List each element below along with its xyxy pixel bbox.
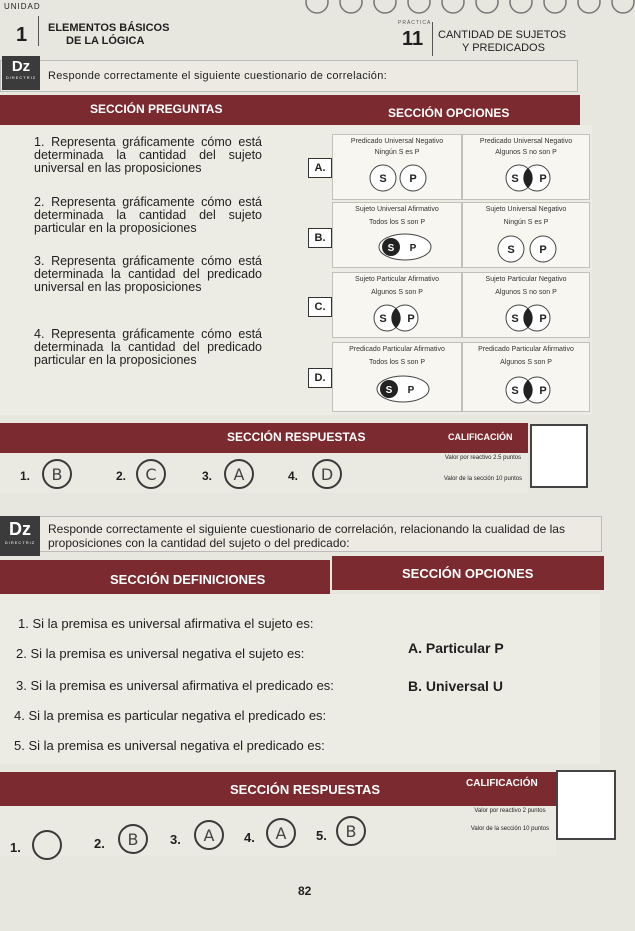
practice-divider <box>432 22 433 56</box>
question-2 <box>34 196 262 235</box>
answer2-5-circle[interactable] <box>336 816 366 846</box>
definition-2: 2. Si la premisa es universal negativa el sujeto es: <box>16 646 305 661</box>
venn-p-label: P <box>539 313 547 325</box>
venn-s-label: S <box>511 385 519 397</box>
answer2-3-value: A <box>203 825 215 845</box>
venn-overlap <box>369 303 425 333</box>
question-number: 3. <box>34 254 45 268</box>
venn-contained <box>369 233 435 263</box>
answer2-2-value: B <box>127 829 139 849</box>
option-title: Sujeto Particular Negativo <box>485 276 567 283</box>
grade-title: CALIFICACIÓN <box>448 432 513 442</box>
unit-title-line1: ELEMENTOS BÁSICOS <box>48 22 170 34</box>
option-subtitle: Algunos S son P <box>371 289 423 296</box>
answers-title: SECCIÓN RESPUESTAS <box>227 430 366 444</box>
definition-3: 3. Si la premisa es universal afirmativa el predicado es: <box>16 678 334 693</box>
option-subtitle: Ningún S es P <box>503 219 549 226</box>
answer2-2-circle[interactable] <box>118 824 148 854</box>
venn-p-label: P <box>539 385 547 397</box>
answer-2-circle[interactable] <box>136 459 166 489</box>
venn-p-label: P <box>409 243 417 254</box>
definition-5: 5. Si la premisa es universal negativa el predicado es: <box>14 738 325 753</box>
answer2-3-number: 3. <box>170 832 181 847</box>
value-per-item-2: Valor por reactivo 2 puntos <box>474 808 546 814</box>
question-text: Representa gráficamente cómo está determinada la cantidad del predicado particular en la proposiciones <box>34 327 262 367</box>
answer2-5-number: 5. <box>316 828 327 843</box>
dz-label: Dz <box>11 58 31 75</box>
answer-2-value: C <box>145 464 157 484</box>
dz-sublabel: DIRECTRIZ <box>4 540 36 545</box>
venn-s-label: S <box>379 313 387 325</box>
question-1 <box>34 136 262 175</box>
venn-contained <box>367 375 433 405</box>
grade-title-2: CALIFICACIÓN <box>466 778 538 789</box>
option-title: Sujeto Universal Negativo <box>485 206 567 213</box>
option-b-left <box>332 202 462 268</box>
page-number: 82 <box>298 884 312 898</box>
dz-label: Dz <box>9 519 31 539</box>
unit-label: UNIDAD <box>4 2 41 11</box>
option-a-left <box>332 134 462 200</box>
answer2-2-number: 2. <box>94 836 105 851</box>
practice-number: 11 <box>402 28 424 50</box>
answer-1-circle[interactable] <box>42 459 72 489</box>
answer2-3-circle[interactable] <box>194 820 224 850</box>
value-section-2: Valor de la sección 10 puntos <box>470 826 550 832</box>
unit-divider <box>38 16 39 46</box>
answer-2-number: 2. <box>116 469 127 483</box>
practice-label: PRÁCTICA <box>398 20 432 26</box>
unit-title-line2: DE LA LÓGICA <box>66 35 145 47</box>
question-text: Representa gráficamente cómo está determinada la cantidad del sujeto universal en las proposiciones <box>34 135 262 175</box>
answer-4-circle[interactable] <box>312 459 342 489</box>
dz-badge-2 <box>0 516 40 556</box>
grade-box[interactable] <box>530 424 588 488</box>
venn-p-label: P <box>407 385 415 396</box>
directive-text: Responde correctamente el siguiente cuestionario de correlación: <box>48 70 387 82</box>
question-number: 2. <box>34 195 45 209</box>
option-title: Predicado Universal Negativo <box>350 138 444 145</box>
practice-title-line2: Y PREDICADOS <box>462 42 545 54</box>
dz-badge <box>2 56 40 90</box>
answer2-4-value: A <box>275 823 287 843</box>
answer2-4-circle[interactable] <box>266 818 296 848</box>
value-section: Valor de la sección 10 puntos <box>443 476 523 482</box>
answer2-1-circle[interactable] <box>32 830 62 860</box>
option-subtitle: Algunos S son P <box>500 359 552 366</box>
venn-s-label: S <box>379 173 387 185</box>
answer2-4-number: 4. <box>244 830 255 845</box>
option-subtitle: Todos los S son P <box>368 359 426 366</box>
answer-1-number: 1. <box>20 469 31 483</box>
option-b-universal: B. Universal U <box>408 678 503 694</box>
venn-s-label: S <box>387 243 395 254</box>
option-a-right <box>462 134 590 200</box>
option-letter-d: D. <box>308 368 332 388</box>
option-a-particular: A. Particular P <box>408 640 504 656</box>
option-d-right <box>462 342 590 412</box>
value-per-item: Valor por reactivo 2.5 puntos <box>444 455 522 461</box>
option-d-left <box>332 342 462 412</box>
option-subtitle: Todos los S son P <box>368 219 426 226</box>
answer-3-value: A <box>233 464 245 484</box>
answer2-1-number: 1. <box>10 840 21 855</box>
section-options-title-2: SECCIÓN OPCIONES <box>402 566 534 581</box>
unit-number: 1 <box>16 24 28 46</box>
option-c-left <box>332 272 462 338</box>
header-circles <box>285 0 635 20</box>
option-subtitle: Ningún S es P <box>374 149 420 156</box>
question-3 <box>34 255 262 294</box>
answer-3-number: 3. <box>202 469 213 483</box>
definition-1: 1. Si la premisa es universal afirmativa el sujeto es: <box>18 616 314 631</box>
section-definitions-title: SECCIÓN DEFINICIONES <box>110 572 266 587</box>
practice-title-line1: CANTIDAD DE SUJETOS <box>438 29 567 41</box>
venn-s-label: S <box>511 313 519 325</box>
option-letter-c: C. <box>308 297 332 317</box>
venn-p-label: P <box>407 313 415 325</box>
option-title: Predicado Particular Afirmativo <box>478 346 574 353</box>
option-title: Sujeto Universal Afirmativo <box>355 206 439 213</box>
venn-s-label: S <box>385 385 393 396</box>
option-letter-a: A. <box>308 158 332 178</box>
venn-p-label: P <box>539 173 547 185</box>
venn-s-label: S <box>511 173 519 185</box>
venn-separate <box>497 235 559 265</box>
option-letter-b: B. <box>308 228 332 248</box>
venn-overlap <box>501 375 557 405</box>
grade-box-2[interactable] <box>556 770 616 840</box>
question-number: 1. <box>34 135 45 149</box>
question-number: 4. <box>34 327 45 341</box>
answer-1-value: B <box>51 464 63 484</box>
option-c-right <box>462 272 590 338</box>
answer-4-value: D <box>320 464 334 484</box>
venn-overlap <box>501 163 557 193</box>
dz-sublabel: DIRECTRIZ <box>5 75 37 80</box>
option-title: Predicado Particular Afirmativo <box>349 346 445 353</box>
directive-text-2: Responde correctamente el siguiente cuestionario de correlación, relacionando la cualidad de las proposiciones con la cantidad del sujeto o del predicado: <box>48 522 565 550</box>
question-text: Representa gráficamente cómo está determinada la cantidad del sujeto particular en la proposiciones <box>34 195 262 235</box>
answer-3-circle[interactable] <box>224 459 254 489</box>
question-4 <box>34 328 262 367</box>
venn-separate <box>369 163 429 193</box>
option-subtitle: Algunos S no son P <box>495 289 557 296</box>
venn-p-label: P <box>539 244 547 256</box>
definition-4: 4. Si la premisa es particular negativa el predicado es: <box>14 708 327 723</box>
venn-overlap <box>501 303 557 333</box>
option-title: Sujeto Particular Afirmativo <box>354 276 440 283</box>
option-b-right <box>462 202 590 268</box>
section-options-title: SECCIÓN OPCIONES <box>388 106 510 120</box>
question-text: Representa gráficamente cómo está determinada la cantidad del predicado universal en las proposiciones <box>34 254 262 294</box>
venn-p-label: P <box>409 173 417 185</box>
answer2-5-value: B <box>345 821 357 841</box>
answers-title-2: SECCIÓN RESPUESTAS <box>230 782 381 797</box>
option-subtitle: Algunos S no son P <box>495 149 557 156</box>
answer-4-number: 4. <box>288 469 299 483</box>
option-title: Predicado Universal Negativo <box>479 138 573 145</box>
section-questions-title: SECCIÓN PREGUNTAS <box>90 102 223 116</box>
venn-s-label: S <box>507 244 515 256</box>
